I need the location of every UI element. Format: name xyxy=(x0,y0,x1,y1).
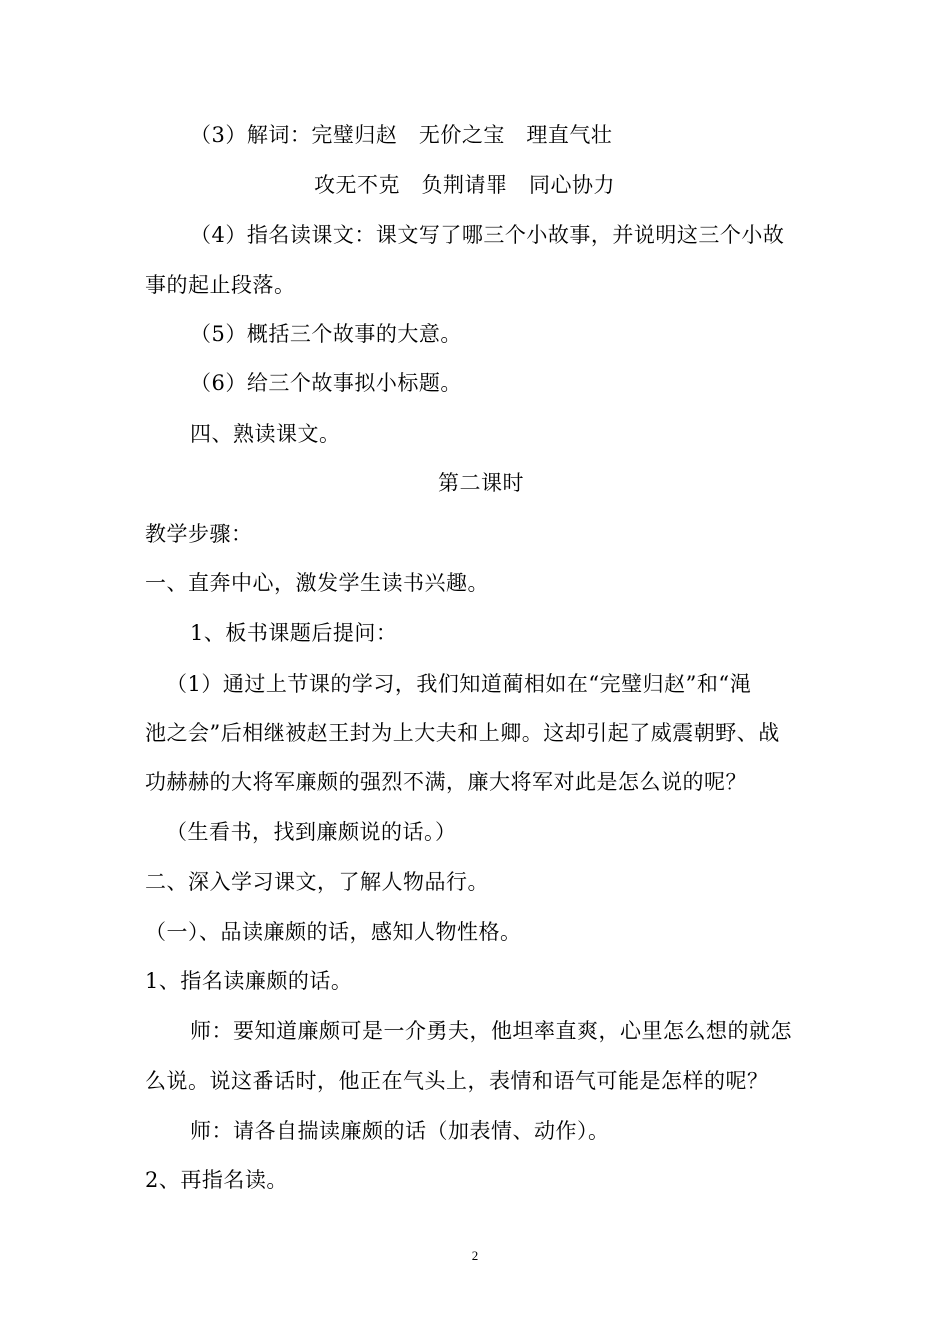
teacher-line-1a: 师：要知道廉颇可是一介勇夫，他坦率直爽，心里怎么想的就怎 xyxy=(190,1019,792,1043)
teacher-line-1b: 么说。说这番话时，他正在气头上，表情和语气可能是怎样的呢？ xyxy=(145,1069,769,1093)
step-4-line-2: 事的起止段落。 xyxy=(145,273,296,297)
subitem-2-line: 2、再指名读。 xyxy=(145,1168,288,1192)
question-1-line-3: 功赫赫的大将军廉颇的强烈不满，廉大将军对此是怎么说的呢？ xyxy=(145,770,747,794)
step-4-line-1: （4）指名读课文：课文写了哪三个小故事，并说明这三个小故 xyxy=(190,223,785,247)
item-1-line: 1、板书课题后提问： xyxy=(190,621,398,645)
part-2-heading: 二、深入学习课文，了解人物品行。 xyxy=(145,870,489,894)
page-number: 2 xyxy=(471,1248,479,1263)
step-6-line: （6）给三个故事拟小标题。 xyxy=(190,371,462,395)
section-4-heading: 四、熟读课文。 xyxy=(190,422,341,446)
teacher-line-2: 师：请各自揣读廉颇的话（加表情、动作）。 xyxy=(190,1119,610,1143)
question-1-line-2: 池之会”后相继被赵王封为上大夫和上卿。这却引起了威震朝野、战 xyxy=(145,721,780,745)
subitem-1-line: 1、指名读廉颇的话。 xyxy=(145,969,353,993)
part-1-heading: 一、直奔中心，激发学生读书兴趣。 xyxy=(145,571,489,595)
student-note-line: （生看书，找到廉颇说的话。） xyxy=(166,820,457,844)
question-1-line-1: （1）通过上节课的学习，我们知道蔺相如在“完璧归赵”和“渑 xyxy=(166,672,752,696)
vocab-line-1: （3）解词：完璧归赵 无价之宝 理直气壮 xyxy=(190,123,613,147)
teaching-steps-heading: 教学步骤： xyxy=(145,522,253,546)
lesson-2-title: 第二课时 xyxy=(438,471,524,495)
subpart-1-heading: （一）、品读廉颇的话，感知人物性格。 xyxy=(145,920,522,944)
vocab-line-2: 攻无不克 负荆请罪 同心协力 xyxy=(314,173,615,197)
step-5-line: （5）概括三个故事的大意。 xyxy=(190,322,462,346)
